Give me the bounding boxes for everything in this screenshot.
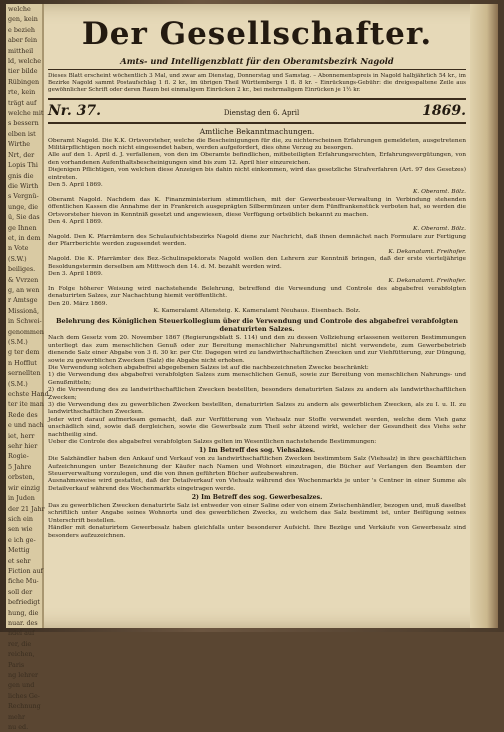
left-fragment: rte, kein — [8, 88, 36, 97]
left-fragment: & Vvrzen — [8, 275, 39, 284]
paragraph: Händler mit denaturirtem Gewerbesalz haben gleichfalls unter besonderer Aufsicht. Ihre Bezüge und Verkäufe von Gewerbesalz sind besonders aufzuzeichnen. — [48, 525, 466, 539]
left-fragment: mittheil — [8, 46, 34, 55]
left-fragment: trägt auf — [8, 98, 37, 107]
date-line: Den 20. März 1869. — [48, 300, 108, 307]
issue-number: Nr. 37. — [48, 102, 101, 119]
left-fragment: nu ed. — [8, 723, 29, 732]
belehrung-title: Belehrung des Königlichen Steuerkollegium über die Verwendung und Controle des abgabefrei verabfolgten denaturirten Salzes. — [55, 317, 459, 334]
left-fragment: s Vergnü- — [8, 192, 39, 201]
newspaper-page — [6, 4, 498, 732]
left-fragment: Fiction auf — [8, 566, 43, 575]
issue-date: Dienstag den 6. April — [223, 108, 300, 117]
left-fragment: aber fein — [8, 36, 38, 45]
paragraph: Die Verwendung solchen abgabefrei abgegebenen Salzes ist auf die nachbezeichneten Zwecke beschränkt: — [48, 364, 369, 371]
left-fragment: der 21 Jahr — [8, 504, 45, 513]
signature: K. Oberamt. Bölz. — [413, 189, 466, 196]
left-fragment: mehr — [8, 712, 26, 721]
left-fragment: orbsten, — [8, 473, 35, 482]
signature: K. Oberamt. Bölz. — [413, 226, 466, 233]
paragraph: Ausnahmsweise wird gestattet, daß der Detailverkauf von Viehsalz während des Wochenmarkts je unter 's Centner in einer Summe als Detailverkauf während des Wochenmarkts eingetragen werde. — [48, 478, 466, 492]
left-fragment: in Schwei- — [8, 317, 42, 326]
signature: K. Dekanatamt. Freihofer. — [388, 248, 466, 255]
paragraph: Nach dem Gesetz vom 20. November 1867 (Regierungsblatt S. 114) und den zu dessen Vollziehung erlassenen weiteren Bestimmungen unterliegt das zum menschlichen Genuß oder zur Bereitung menschlicher Nahrungsmittel nicht verwendete, zum Gewerbebetrieb dienende Salz einer Abgabe von 3 fl. 30 kr. per Ctr. Dagegen wird zu landwirthschaftlichen Zwecken und zur Viehfütterung, zur Düngung, sowie zu gewerblichen Zwecken (Salz) die Abgabe nicht erhoben. — [48, 335, 466, 364]
left-fragment: soll der — [8, 587, 33, 596]
paragraph: Oberamt Nagold. Nachdem das K. Finanzministerium stimmtlichen, mit der Gewerbesteuer-Verwaltung in Verbindung stehenden öffentlichen Kassen die Annahme der in Frankreich ausgeprägten Silbermünzen unter dem Fünffrankenstück verboten hat, so werden die Ortsvorsteher hievon in Kenntniß gesetzt und angewiesen, diese Verfügung ortsüblich bekannt zu machen. — [48, 196, 466, 218]
left-fragment: Wirthe — [8, 140, 31, 149]
left-fragment: wir einzig — [8, 483, 41, 492]
left-fragment: echste Hand — [8, 390, 49, 399]
left-fragment: ndel auf — [8, 629, 35, 638]
left-fragment: 5 Jahre — [8, 462, 32, 471]
left-fragment: sehr hier — [8, 442, 38, 451]
left-fragment: gen, kein — [8, 15, 38, 24]
left-fragment: gen und — [8, 681, 35, 690]
left-fragment: ge Ihnen — [8, 223, 37, 232]
left-fragment: fiche Mu- — [8, 577, 39, 586]
left-fragment: ü, Sie das — [8, 213, 40, 222]
left-fragment: sen wie — [8, 525, 33, 534]
paragraph: In Folge höherer Weisung wird nachstehende Belehrung, betreffend die Verwendung und Controle des abgabefrei verabfolgten denaturirten Salzes, zur Nachachtung hiemit veröffentlicht. — [48, 285, 466, 300]
left-fragment: Nrt, der — [8, 150, 35, 159]
left-fragment: liches Ge- — [8, 691, 40, 700]
left-fragment: elben ist — [8, 129, 36, 138]
subtitle: Amts- und Intelligenzblatt für den Oberamtsbezirk Nagold — [120, 56, 394, 66]
left-fragment: g, an wen — [8, 285, 40, 294]
left-fragment: n Vote — [8, 244, 29, 253]
subheading: 1) Im Betreff des sog. Viehsalzes. — [199, 447, 315, 455]
left-fragment: unge, die — [8, 202, 39, 211]
left-fragment: genommen — [8, 327, 44, 336]
paragraph: 2) die Verwendung des zu landwirthschaftlichen Zwecken bestellten, besonders denaturirten Salzes zu andern als landwirthschaftlichen Zwecken; — [48, 387, 466, 401]
page-edge — [470, 4, 498, 628]
left-fragment: Missionä, — [8, 306, 39, 315]
left-fragment: e bezieh — [8, 25, 35, 34]
left-fragment: tier bilde — [8, 67, 38, 76]
previous-page-strip — [6, 4, 49, 732]
left-fragment: et, in dem — [8, 233, 41, 242]
section-title: Amtliche Bekanntmachungen. — [199, 126, 315, 136]
paragraph: Alle auf den 1. April d. J. verfallenen, von den im Oberamte befindlichen, mitbeteiligten Erfahrungsrechten, Erfahrungsvergütungen, von den vorhandenen Aufenthaltsbescheinigungen sind bis zum 12. April hier einzureichen. — [48, 152, 466, 166]
issue-row — [48, 103, 466, 119]
left-fragment: iet, herr — [8, 431, 35, 440]
left-fragment: sernellten — [8, 369, 41, 378]
date-line: Den 3. April 1869. — [48, 270, 103, 277]
paragraph: Nagold. Die K. Pfarrämter des Bez.-Schulinspektorats Nagold wollen den Lehrern zur Kenntniß bringen, daß der erste vierteljährige Besoldungstermin derselben am Mittwoch den 14. d. M. bezahlt werden wird. — [48, 256, 466, 270]
paragraph: Das zu gewerblichen Zwecken denaturirte Salz ist entweder von einer Saline oder von einem Zwischenhändler, bezogen und, muß daselbst schriftlich unter Angabe seines Wohnorts und des gewerblichen Zwecks, zu welchem das Salz bestimmt ist, unter Beifügung seines Unterschrift bestellen. — [48, 503, 466, 524]
left-fragment: befriedigt — [8, 598, 40, 607]
paragraph: 1) die Verwendung des abgabefrei verabfolgten Salzes zum menschlichen Genuß, sowie zur Bereitung von menschlichen Nahrungs- und Genußmitteln; — [48, 372, 466, 386]
signature: K. Dekanatamt. Freihofer. — [388, 278, 466, 285]
left-fragment: ld, welche — [8, 57, 41, 66]
left-fragment: rer, die — [8, 639, 32, 648]
page-content — [48, 12, 466, 624]
left-fragment: Mettig — [8, 546, 30, 555]
left-fragment: nuar. des — [8, 618, 38, 627]
divider — [48, 122, 466, 124]
left-fragment: (S.M.) — [8, 379, 28, 388]
left-fragment: r Amtsge — [8, 296, 38, 305]
left-fragment: Rede des — [8, 410, 38, 419]
left-fragment: welche — [8, 5, 31, 13]
left-fragment: (S.M.) — [8, 338, 28, 346]
left-fragment: ter ite man — [8, 400, 44, 409]
left-fragment: e ich ge- — [8, 535, 36, 544]
left-fragment: g ter dem — [8, 348, 40, 357]
paragraph: Ueber die Controle des abgabefrei verabfolgten Salzes gelten im Wesentlichen nachstehende Bestimmungen: — [48, 439, 377, 446]
paragraph: Die Salzhändler haben den Ankauf und Verkauf von zu landwirthschaftlichen Zwecken bestimmtem Salz (Viehsalz) in ihre geschäftlichen Aufzeichnungen unter Bezeichnung der Käufer nach Namen und Wohnort einzutragen, die Bücher auf Verlangen den Beamten der Steuerverwaltung vorzulegen, und die von ihnen geführten Bücher aufzubewahren. — [48, 456, 466, 478]
left-fragment: Rechnung — [8, 702, 41, 711]
date-line: Den 5. April 1869. — [48, 182, 103, 189]
left-fragment: gnis die — [8, 171, 34, 180]
paragraph: Oberamt Nagold. Die K.K. Ortsvorsteher, welche die Bescheinigungen für die, zu nichterscheinen Erfahrungen gemeldeten, ausgetretenen Militärpflichtigen noch nicht eingesendet haben, werden aufgefordert, dies ohne Verzug zu besorgen. — [48, 137, 466, 152]
subscription-info: Dieses Blatt erscheint wöchentlich 3 Mal, und zwar am Dienstag, Donnerstag und Samstag. – Abonnementspreis in Nagold halbjährlich 54 kr., im Bezirke Nagold sammt Postaufschlag 1 fl. 2 kr., im übrigen Theil Württembergs 1 fl. 8 kr. – Einrückungs-Gebühr: die dreigespaltene Zeile aus gewöhnlicher Schrift oder deren Raum bei einmaligem Einrücken 2 kr., bei mehrmaligem Einrücken je 1½ kr. — [48, 73, 466, 94]
masthead: Der Gesellschafter. — [81, 16, 433, 52]
left-fragment: Rübingen — [8, 77, 40, 86]
divider — [48, 69, 466, 70]
left-fragment: welche mit — [8, 109, 44, 118]
left-fragment: sich ein — [8, 514, 33, 523]
left-fragment: et sehr — [8, 556, 31, 565]
date-line: Den 4. April 1869. — [48, 219, 103, 226]
left-fragment: (S.W.) — [8, 254, 27, 263]
left-fragment: Lopis Thi — [8, 161, 38, 170]
issue-year: 1869. — [422, 102, 466, 119]
left-fragment: e und nach — [8, 421, 44, 430]
left-fragment: Rogie- — [8, 452, 29, 461]
paragraph: Jeder wird darauf aufmerksam gemacht, daß zur Verfütterung von Viehsalz nur Stoffe verwendet werden, welche dem Vieh ganz unschädlich sind, sowie daß dergleichen, sowie die Gewerbsalz zum Theil sehr ätzend wirkt, welcher der Gesundheit des Viehs sehr nachtheilig sind. — [48, 416, 466, 438]
left-fragment: in Juden — [8, 494, 35, 503]
left-fragment: Paris — [8, 660, 25, 669]
paragraph: Diejenigen Pflichtigen, von welchen diese Anzeigen bis dahin nicht einkommen, wird das gesetzliche Strafverfahren (Art. 97 des Gesetzes) eintreten. — [48, 167, 466, 181]
left-fragment: die Wirth — [8, 181, 39, 190]
left-fragment: hung, die — [8, 608, 39, 617]
paragraph: 3) die Verwendung des zu gewerblichen Zwecken bestellten, denaturirten Salzes zu andern als gewerblichen Zwecken, als zu I. u. II. zu landwirthschaftlichen Zwecken. — [48, 402, 466, 416]
divider — [48, 98, 466, 100]
left-fragment: n Hofflut — [8, 358, 37, 367]
paragraph: Nagold. Den K. Pfarrämtern des Schulaufsichtsbezirks Nagold diene zur Nachricht, daß ihnen demnächst nach Formulare zur Fertigung der Pfarrberichte werden zugesendet werden. — [48, 233, 466, 248]
subheading: 2) Im Betreff des sog. Gewerbesalzes. — [191, 494, 323, 502]
left-fragment: ng lehrer — [8, 671, 39, 679]
signature: K. Kameralamt Altensteig. K. Kameralamt Neuhaus. Eisenbach. Bolz. — [153, 307, 361, 314]
left-fragment: beiliges. — [8, 265, 36, 274]
left-fragment: s bessern — [8, 119, 39, 128]
left-fragment: reichen, — [8, 650, 35, 659]
